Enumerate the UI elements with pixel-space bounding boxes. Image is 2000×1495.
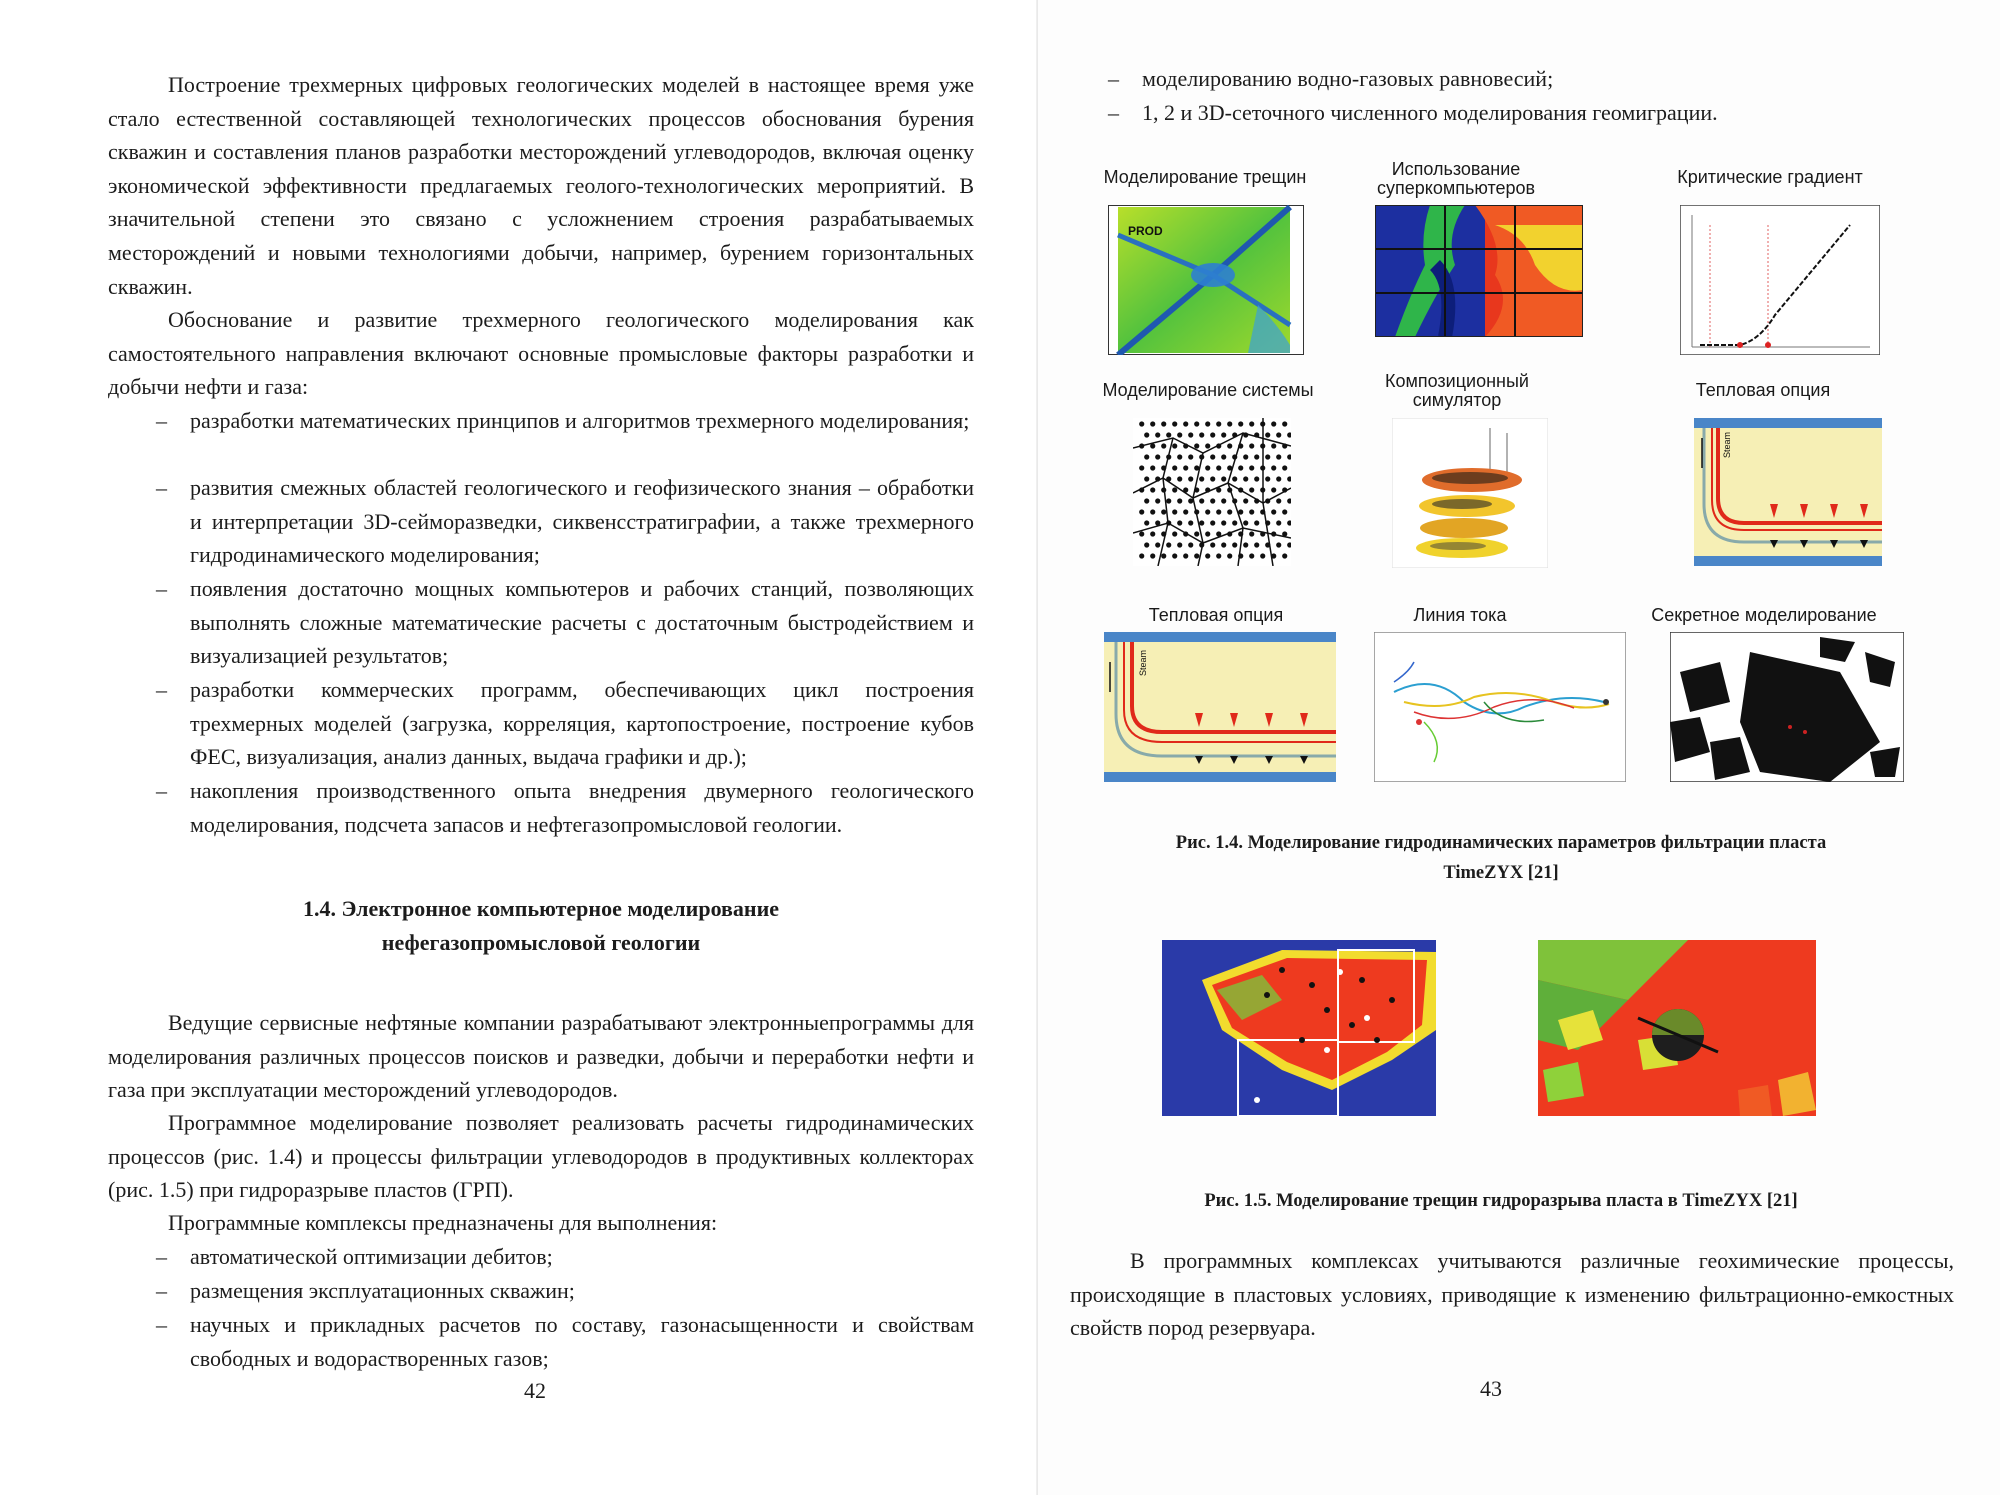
texture-dot — [1166, 498, 1171, 503]
section-heading-line-2: нефегазопромысловой геологии — [381, 930, 701, 955]
texture-dot — [1172, 553, 1177, 558]
texture-dot — [1254, 454, 1259, 459]
list-item-task-1: автоматической оптимизации дебитов; — [190, 1244, 553, 1269]
texture-dot — [1282, 421, 1287, 426]
texture-dot — [1249, 465, 1254, 470]
list-item-factor-2: развития смежных областей геологического и геофизического знания – обработки и интерпретации 3D-сейморазведки, сиквенсстратиграфии, а также трехмерного гидродинамического моделирования; — [190, 475, 974, 568]
texture-dot — [1276, 520, 1281, 525]
fig-label-critical-gradient: Критические градиент — [1677, 167, 1863, 187]
texture-dot — [1205, 465, 1210, 470]
texture-dot — [1271, 509, 1276, 514]
texture-dot — [1249, 421, 1254, 426]
fig-label-system-modeling: Моделирование системы — [1102, 380, 1314, 400]
texture-dot — [1183, 553, 1188, 558]
texture-dot — [1177, 432, 1182, 437]
texture-dot — [1221, 454, 1226, 459]
texture-dot — [1177, 498, 1182, 503]
texture-dot — [1216, 553, 1221, 558]
texture-dot — [1249, 531, 1254, 536]
texture-dot — [1155, 432, 1160, 437]
texture-dot — [1194, 443, 1199, 448]
compositional-simulator-image — [1392, 418, 1548, 568]
list-dash: – — [156, 1278, 167, 1303]
texture-dot — [1271, 421, 1276, 426]
fig-label-secret-modeling: Секретное моделирование — [1651, 605, 1877, 625]
texture-dot — [1282, 509, 1287, 514]
texture-dot — [1188, 520, 1193, 525]
texture-dot — [1265, 454, 1270, 459]
texture-dot — [1227, 421, 1232, 426]
texture-dot — [1221, 432, 1226, 437]
list-item-continued-1: моделированию водно-газовых равновесий; — [1142, 66, 1554, 91]
texture-dot — [1172, 487, 1177, 492]
texture-dot — [1166, 432, 1171, 437]
texture-dot — [1205, 509, 1210, 514]
texture-dot — [1243, 454, 1248, 459]
texture-dot — [1177, 476, 1182, 481]
texture-dot — [1150, 509, 1155, 514]
fig-label-streamline: Линия тока — [1413, 605, 1507, 625]
texture-dot — [1139, 421, 1144, 426]
figure-1-4-caption-line-2: TimeZYX [21] — [1443, 863, 1559, 883]
texture-dot — [1227, 443, 1232, 448]
texture-dot — [1183, 421, 1188, 426]
figure-1-5-caption: Рис. 1.5. Моделирование трещин гидроразрыва пласта в TimeZYX [21] — [1204, 1191, 1798, 1211]
texture-dot — [1221, 542, 1226, 547]
texture-dot — [1210, 476, 1215, 481]
texture-dot — [1161, 553, 1166, 558]
list-dash: – — [156, 1312, 167, 1337]
list-dash: – — [156, 408, 167, 433]
texture-dot — [1161, 443, 1166, 448]
list-item-task-2: размещения эксплуатационных скважин; — [190, 1278, 575, 1303]
texture-dot — [1232, 542, 1237, 547]
texture-dot — [1150, 487, 1155, 492]
texture-dot — [1188, 454, 1193, 459]
texture-dot — [1188, 432, 1193, 437]
texture-dot — [1144, 432, 1149, 437]
paragraph-program-modeling: Программное моделирование позволяет реализовать расчеты гидродинамических процессов (рис. 1.4) и процессы фильтрации углеводородов в продуктивных коллекторах (рис. 1.5) при гидроразрыве пластов (ГРП). — [108, 1110, 974, 1203]
texture-dot — [1194, 531, 1199, 536]
paragraph-complexes-purpose: Программные комплексы предназначены для выполнения: — [168, 1210, 718, 1235]
texture-dot — [1199, 520, 1204, 525]
texture-dot — [1199, 498, 1204, 503]
fracture-map-right — [1538, 940, 1816, 1116]
fig-label-thermal-option-2: Тепловая опция — [1148, 605, 1284, 625]
fig-label-supercomputers: Использование суперкомпьютеров — [1377, 159, 1536, 198]
texture-dot — [1139, 509, 1144, 514]
texture-dot — [1172, 421, 1177, 426]
texture-dot — [1265, 476, 1270, 481]
texture-dot — [1144, 542, 1149, 547]
fig-label-thermal-option-1: Тепловая опция — [1695, 380, 1831, 400]
texture-dot — [1238, 421, 1243, 426]
texture-dot — [1216, 421, 1221, 426]
fracture-modeling-image — [1108, 205, 1304, 355]
texture-dot — [1221, 498, 1226, 503]
texture-dot — [1243, 520, 1248, 525]
texture-dot — [1177, 454, 1182, 459]
texture-dot — [1254, 542, 1259, 547]
texture-dot — [1139, 465, 1144, 470]
texture-dot — [1216, 509, 1221, 514]
texture-dot — [1282, 465, 1287, 470]
texture-dot — [1205, 421, 1210, 426]
texture-dot — [1271, 465, 1276, 470]
list-item-factor-3: появления достаточно мощных компьютеров и рабочих станций, позволяющих выполнять сложные математические расчеты с достаточным быстродействием и визуализацией результатов; — [190, 576, 974, 669]
texture-dot — [1221, 476, 1226, 481]
list-dash: – — [1108, 100, 1119, 125]
texture-dot — [1172, 531, 1177, 536]
texture-dot — [1194, 553, 1199, 558]
texture-dot — [1210, 432, 1215, 437]
texture-dot — [1161, 509, 1166, 514]
texture-dot — [1205, 553, 1210, 558]
texture-dot — [1232, 476, 1237, 481]
right-page — [1038, 0, 2000, 1495]
section-heading-line-1: 1.4. Электронное компьютерное моделирование — [302, 896, 780, 921]
texture-dot — [1194, 421, 1199, 426]
texture-dot — [1150, 465, 1155, 470]
list-item-factor-1: разработки математических принципов и алгоритмов трехмерного моделирования; — [190, 408, 970, 433]
list-dash: – — [1108, 66, 1119, 91]
paragraph-service-companies: Ведущие сервисные нефтяные компании разрабатывают электронныепрограммы для моделирования различных процессов поисков и разведки, добычи и переработки нефти и газа при эксплуатации месторождений углеводородов. — [108, 1010, 974, 1103]
texture-dot — [1177, 542, 1182, 547]
texture-dot — [1254, 520, 1259, 525]
supercomputers-image — [1375, 205, 1583, 337]
section-heading — [108, 892, 974, 960]
texture-dot — [1238, 465, 1243, 470]
texture-dot — [1155, 542, 1160, 547]
texture-dot — [1210, 454, 1215, 459]
texture-dot — [1172, 443, 1177, 448]
texture-dot — [1265, 432, 1270, 437]
texture-dot — [1249, 487, 1254, 492]
texture-dot — [1172, 465, 1177, 470]
texture-dot — [1282, 553, 1287, 558]
secret-modeling-image — [1670, 632, 1904, 782]
texture-dot — [1188, 542, 1193, 547]
list-dash: – — [156, 475, 167, 500]
list-item-factor-4: разработки коммерческих программ, обеспечивающих цикл построения трехмерных моделей (загрузка, корреляция, картопостроение, построение кубов ФЕС, визуализация, анализ данных, выдача графики и др.); — [190, 677, 974, 770]
texture-dot — [1150, 531, 1155, 536]
list-item-task-3: научных и прикладных расчетов по составу, газонасыщенности и свойствам свободных и водорастворенных газов; — [190, 1312, 974, 1371]
texture-dot — [1249, 509, 1254, 514]
list-item-factor-5: накопления производственного опыта внедрения двумерного геологического моделирования, подсчета запасов и нефтегазопромысловой геологии. — [190, 778, 974, 837]
texture-dot — [1199, 432, 1204, 437]
texture-dot — [1139, 553, 1144, 558]
fig-label-compositional-simulator: Композиционный симулятор — [1385, 371, 1529, 410]
texture-dot — [1227, 509, 1232, 514]
list-dash: – — [156, 576, 167, 601]
paragraph-factors-intro: Обоснование и развитие трехмерного геологического моделирования как самостоятельного направления включают основные промысловые факторы разработки и добычи нефти и газа: — [108, 307, 974, 400]
texture-dot — [1183, 465, 1188, 470]
streamline-image — [1374, 632, 1626, 782]
critical-gradient-chart — [1680, 205, 1880, 355]
texture-dot — [1144, 476, 1149, 481]
page-number-right: 43 — [1480, 1376, 1502, 1401]
page-number-left: 42 — [524, 1378, 546, 1403]
figure-1-4-caption — [1078, 828, 1924, 888]
texture-dot — [1276, 454, 1281, 459]
fig-label-fracture-modeling: Моделирование трещин — [1103, 167, 1307, 187]
texture-dot — [1276, 432, 1281, 437]
texture-dot — [1249, 553, 1254, 558]
texture-dot — [1177, 520, 1182, 525]
texture-dot — [1216, 465, 1221, 470]
paragraph-geochemical-processes: В программных комплексах учитываются различные геохимические процессы, происходящие в пластовых условиях, приводящие к изменению фильтрационно-емкостных свойств пород резервуара. — [1070, 1248, 1954, 1341]
texture-dot — [1161, 421, 1166, 426]
texture-dot — [1232, 520, 1237, 525]
texture-dot — [1221, 520, 1226, 525]
texture-dot — [1260, 553, 1265, 558]
texture-dot — [1183, 509, 1188, 514]
texture-dot — [1210, 542, 1215, 547]
texture-dot — [1155, 454, 1160, 459]
texture-dot — [1166, 542, 1171, 547]
texture-dot — [1249, 443, 1254, 448]
texture-dot — [1144, 498, 1149, 503]
texture-dot — [1243, 498, 1248, 503]
paragraph-intro: Построение трехмерных цифровых геологических моделей в настоящее время уже стало естественной составляющей технологических процессов обоснования бурения скважин и составления планов разработки месторождений углеводородов, включая оценку экономической эффективности предлагаемых геолого-технологических мероприятий. В значительной степени это связано с усложнением строения разрабатываемых месторождений и новыми технологиями добычи, например, бурением горизонтальных скважин. — [108, 72, 974, 299]
texture-dot — [1155, 498, 1160, 503]
texture-dot — [1227, 553, 1232, 558]
texture-dot — [1271, 487, 1276, 492]
thermal-option-image-1 — [1694, 418, 1882, 566]
steam-overlay-label-1: Steam — [1722, 431, 1732, 458]
list-dash: – — [156, 677, 167, 702]
texture-dot — [1276, 476, 1281, 481]
list-item-continued-2: 1, 2 и 3D-сеточного численного моделирования геомиграции. — [1142, 100, 1718, 125]
list-dash: – — [156, 778, 167, 803]
list-dash: – — [156, 1244, 167, 1269]
texture-dot — [1243, 542, 1248, 547]
texture-dot — [1172, 509, 1177, 514]
thermal-option-image-2 — [1104, 632, 1336, 782]
texture-dot — [1150, 421, 1155, 426]
texture-dot — [1271, 443, 1276, 448]
texture-dot — [1205, 531, 1210, 536]
texture-dot — [1144, 520, 1149, 525]
texture-dot — [1144, 454, 1149, 459]
figure-1-4-caption-line-1: Рис. 1.4. Моделирование гидродинамических параметров фильтрации пласта — [1175, 833, 1827, 853]
fracture-map-left — [1162, 940, 1436, 1116]
texture-dot — [1254, 476, 1259, 481]
texture-dot — [1188, 476, 1193, 481]
texture-dot — [1210, 498, 1215, 503]
texture-dot — [1139, 531, 1144, 536]
texture-dot — [1205, 443, 1210, 448]
texture-dot — [1276, 542, 1281, 547]
system-modeling-image — [1133, 418, 1291, 566]
steam-overlay-label-2: Steam — [1138, 649, 1148, 676]
prod-overlay-label: PROD — [1128, 224, 1163, 238]
texture-dot — [1276, 498, 1281, 503]
texture-dot — [1210, 520, 1215, 525]
texture-dot — [1243, 476, 1248, 481]
texture-dot — [1150, 553, 1155, 558]
texture-dot — [1199, 476, 1204, 481]
